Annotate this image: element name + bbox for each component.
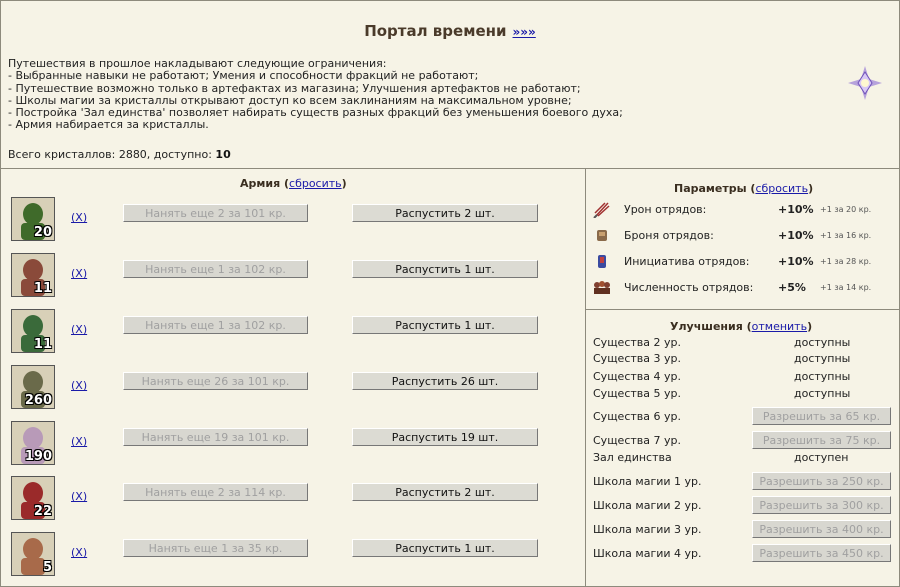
army-reset-link[interactable]: сбросить	[289, 177, 342, 190]
param-row	[592, 252, 892, 272]
upgrade-unlock-button[interactable]: Разрешить за 250 кр.	[752, 472, 891, 490]
divider	[585, 168, 586, 587]
param-label: Инициатива отрядов:	[624, 255, 750, 268]
more-link[interactable]: »»»	[512, 25, 536, 39]
param-value: +5%	[778, 281, 806, 294]
unit-portrait[interactable]	[11, 309, 55, 353]
crystals-available: 10	[215, 148, 231, 161]
param-label: Численность отрядов:	[624, 281, 754, 294]
hire-more-button[interactable]: Нанять еще 26 за 101 кр.	[123, 372, 308, 390]
dismiss-button[interactable]: Распустить 2 шт.	[352, 204, 538, 222]
army-unit-row	[11, 197, 571, 243]
army-unit-row	[11, 365, 571, 411]
upgrade-label: Зал единства	[593, 451, 672, 464]
hire-more-button[interactable]: Нанять еще 1 за 35 кр.	[123, 539, 308, 557]
unit-count: 190	[24, 449, 52, 464]
upgrade-label: Существа 3 ур.	[593, 352, 681, 365]
upgrade-label: Существа 2 ур.	[593, 336, 681, 349]
upgrade-status: доступны	[794, 352, 851, 365]
divider	[585, 309, 900, 310]
upgrade-status: доступны	[794, 387, 851, 400]
upgrade-label: Школа магии 1 ур.	[593, 475, 702, 488]
param-value: +10%	[778, 255, 814, 268]
army-unit-row	[11, 532, 571, 578]
param-row	[592, 226, 892, 246]
intro-line: - Школы магии за кристаллы открывают доступ ко всем заклинаниям на максимальном уровне;	[8, 93, 572, 107]
unit-portrait[interactable]	[11, 421, 55, 465]
remove-unit-link[interactable]: (X)	[71, 435, 88, 448]
dismiss-button[interactable]: Распустить 1 шт.	[352, 539, 538, 557]
params-reset-link[interactable]: сбросить	[755, 182, 809, 195]
remove-unit-link[interactable]: (X)	[71, 546, 88, 559]
param-cost: +1 за 16 кр.	[820, 231, 872, 240]
intro-line: - Постройка 'Зал единства' позволяет набирать существ разных фракций без уменьшения боевого духа;	[8, 106, 623, 120]
divider	[0, 168, 900, 169]
unit-count: 11	[33, 337, 52, 352]
dismiss-button[interactable]: Распустить 1 шт.	[352, 316, 538, 334]
dismiss-button[interactable]: Распустить 2 шт.	[352, 483, 538, 501]
remove-unit-link[interactable]: (X)	[71, 379, 88, 392]
armor-icon	[592, 226, 612, 244]
param-row	[592, 200, 892, 220]
unit-portrait[interactable]	[11, 365, 55, 409]
remove-unit-link[interactable]: (X)	[71, 490, 88, 503]
param-label: Броня отрядов:	[624, 229, 714, 242]
upgrade-status: доступен	[794, 451, 849, 464]
sword-icon	[592, 200, 612, 218]
dismiss-button[interactable]: Распустить 1 шт.	[352, 260, 538, 278]
param-cost: +1 за 28 кр.	[820, 257, 872, 266]
param-cost: +1 за 20 кр.	[820, 205, 872, 214]
unit-portrait[interactable]	[11, 253, 55, 297]
unit-count: 20	[33, 225, 52, 240]
param-value: +10%	[778, 203, 814, 216]
portal-crystal-icon	[846, 64, 884, 102]
hire-more-button[interactable]: Нанять еще 1 за 102 кр.	[123, 260, 308, 278]
page-title-text: Портал времени	[364, 22, 507, 40]
upgrade-unlock-button[interactable]: Разрешить за 450 кр.	[752, 544, 891, 562]
upgrade-unlock-button[interactable]: Разрешить за 75 кр.	[752, 431, 891, 449]
hire-more-button[interactable]: Нанять еще 19 за 101 кр.	[123, 428, 308, 446]
army-unit-row	[11, 476, 571, 522]
intro-line: - Путешествие возможно только в артефактах из магазина; Улучшения артефактов не работают;	[8, 81, 581, 95]
crystals-label: Всего кристаллов: 2880, доступно:	[8, 148, 216, 161]
army-unit-row	[11, 309, 571, 355]
crystals-total	[8, 148, 231, 161]
army-unit-row	[11, 421, 571, 467]
army-title: Армия	[240, 177, 281, 190]
restrictions-text	[8, 58, 828, 132]
upgrade-label: Школа магии 4 ур.	[593, 547, 702, 560]
upgrade-label: Существа 5 ур.	[593, 387, 681, 400]
remove-unit-link[interactable]: (X)	[71, 267, 88, 280]
param-label: Урон отрядов:	[624, 203, 707, 216]
troops-icon	[592, 278, 612, 296]
initiative-icon	[592, 252, 612, 270]
params-header: Параметры (сбросить)	[674, 182, 814, 195]
upgrade-label: Существа 7 ур.	[593, 434, 681, 447]
remove-unit-link[interactable]: (X)	[71, 211, 88, 224]
upgrade-label: Существа 6 ур.	[593, 410, 681, 423]
intro-line: - Выбранные навыки не работают; Умения и способности фракций не работают;	[8, 69, 479, 83]
unit-portrait[interactable]	[11, 476, 55, 520]
hire-more-button[interactable]: Нанять еще 2 за 114 кр.	[123, 483, 308, 501]
intro-line: Путешествия в прошлое накладывают следующие ограничения:	[8, 57, 387, 70]
unit-count: 22	[33, 504, 52, 519]
param-row	[592, 278, 892, 298]
upgrade-label: Школа магии 3 ур.	[593, 523, 702, 536]
upgrades-header: Улучшения (отменить)	[670, 320, 813, 333]
remove-unit-link[interactable]: (X)	[71, 323, 88, 336]
unit-portrait[interactable]	[11, 197, 55, 241]
upgrade-label: Существа 4 ур.	[593, 370, 681, 383]
unit-count: 11	[33, 281, 52, 296]
intro-line: - Армия набирается за кристаллы.	[8, 118, 209, 132]
upgrades-title: Улучшения	[670, 320, 743, 333]
dismiss-button[interactable]: Распустить 26 шт.	[352, 372, 538, 390]
page-title	[0, 22, 900, 40]
params-title: Параметры	[674, 182, 747, 195]
upgrade-unlock-button[interactable]: Разрешить за 300 кр.	[752, 496, 891, 514]
param-value: +10%	[778, 229, 814, 242]
param-cost: +1 за 14 кр.	[820, 283, 872, 292]
army-header: Армия (сбросить)	[240, 177, 347, 190]
unit-count: 260	[24, 393, 52, 408]
upgrade-status: доступны	[794, 370, 851, 383]
hire-more-button[interactable]: Нанять еще 1 за 102 кр.	[123, 316, 308, 334]
upgrades-cancel-link[interactable]: отменить	[751, 320, 808, 333]
dismiss-button[interactable]: Распустить 19 шт.	[352, 428, 538, 446]
upgrade-unlock-button[interactable]: Разрешить за 65 кр.	[752, 407, 891, 425]
upgrade-unlock-button[interactable]: Разрешить за 400 кр.	[752, 520, 891, 538]
hire-more-button[interactable]: Нанять еще 2 за 101 кр.	[123, 204, 308, 222]
unit-count: 5	[42, 560, 52, 575]
army-unit-row	[11, 253, 571, 299]
upgrade-label: Школа магии 2 ур.	[593, 499, 702, 512]
upgrade-status: доступны	[794, 336, 851, 349]
unit-portrait[interactable]	[11, 532, 55, 576]
